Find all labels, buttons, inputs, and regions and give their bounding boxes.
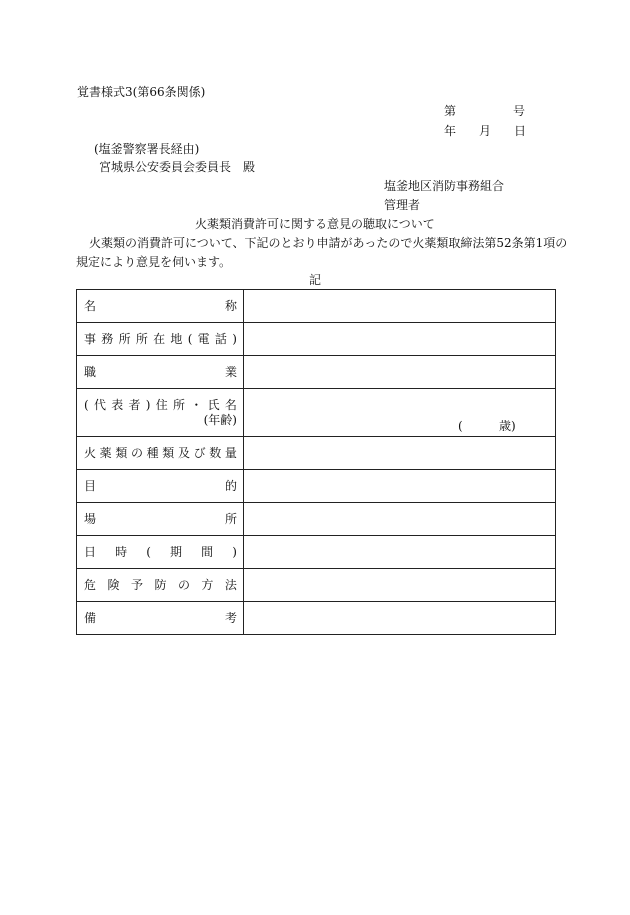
- label-cell: [77, 356, 244, 389]
- date-month: 月: [479, 124, 492, 138]
- row-label-datetime: 日 時 ( 期 間 ): [84, 545, 237, 559]
- document-title: 火薬類消費許可に関する意見の聴取について: [195, 217, 435, 231]
- row-label-representative: ( 代 表 者 ) 住 所 ・ 氏 名 (年齢): [84, 397, 237, 427]
- table-row: [77, 503, 556, 536]
- label-cell: [77, 389, 244, 437]
- value-cell[interactable]: [244, 290, 556, 323]
- via-line: (塩釜警察署長経由): [94, 142, 200, 156]
- form-id: 覚書様式3(第66条関係): [77, 85, 206, 99]
- label-cell: [77, 536, 244, 569]
- date-day: 日: [514, 124, 527, 138]
- table-row: [77, 323, 556, 356]
- table-row: [77, 356, 556, 389]
- table-row: [77, 437, 556, 470]
- value-cell[interactable]: [244, 503, 556, 536]
- body-line-1: 火薬類の消費許可について、下記のとおり申請があったので火薬類取締法第52条第1項の: [89, 236, 568, 250]
- table-row: [77, 602, 556, 635]
- ref-number-suffix: 号: [513, 104, 526, 118]
- label-cell: [77, 602, 244, 635]
- body-line-2: 規定により意見を伺います。: [76, 255, 232, 269]
- value-cell[interactable]: [244, 536, 556, 569]
- row-label-explosives: 火 薬 類 の 種 類 及 び 数 量: [84, 446, 237, 460]
- ki-heading: 記: [309, 273, 322, 287]
- row-label-remarks: 備 考: [84, 611, 237, 625]
- age-paren-open: (: [458, 419, 463, 433]
- table-row: [77, 536, 556, 569]
- row-label-office: 事 務 所 所 在 地 ( 電 話 ): [84, 332, 237, 346]
- label-cell: [77, 470, 244, 503]
- value-cell[interactable]: [244, 389, 556, 437]
- row-label-prevention: 危 険 予 防 の 方 法: [84, 578, 237, 592]
- table-row: [77, 290, 556, 323]
- table-row: [77, 569, 556, 602]
- table-row: [77, 470, 556, 503]
- value-cell[interactable]: [244, 356, 556, 389]
- row-label-purpose: 目 的: [84, 479, 237, 493]
- date-year: 年: [444, 124, 457, 138]
- value-cell[interactable]: [244, 323, 556, 356]
- addressee: 宮城県公安委員会委員長 殿: [99, 160, 256, 174]
- label-cell: [77, 290, 244, 323]
- row-label-occupation: 職 業: [84, 365, 237, 379]
- value-cell[interactable]: [244, 437, 556, 470]
- age-unit: 歳): [499, 419, 516, 433]
- sender-role: 管理者: [384, 198, 421, 212]
- ref-number-prefix: 第: [444, 104, 457, 118]
- label-cell: [77, 569, 244, 602]
- age-label: (年齢): [203, 412, 237, 427]
- row-label-name: 名 称: [84, 299, 237, 313]
- value-cell[interactable]: [244, 569, 556, 602]
- sender-org: 塩釜地区消防事務組合: [384, 179, 505, 193]
- label-cell: [77, 437, 244, 470]
- label-cell: [77, 323, 244, 356]
- label-cell: [77, 503, 244, 536]
- row-label-place: 場 所: [84, 512, 237, 526]
- table-row: [77, 389, 556, 437]
- value-cell[interactable]: [244, 470, 556, 503]
- application-table: [76, 289, 556, 635]
- value-cell[interactable]: [244, 602, 556, 635]
